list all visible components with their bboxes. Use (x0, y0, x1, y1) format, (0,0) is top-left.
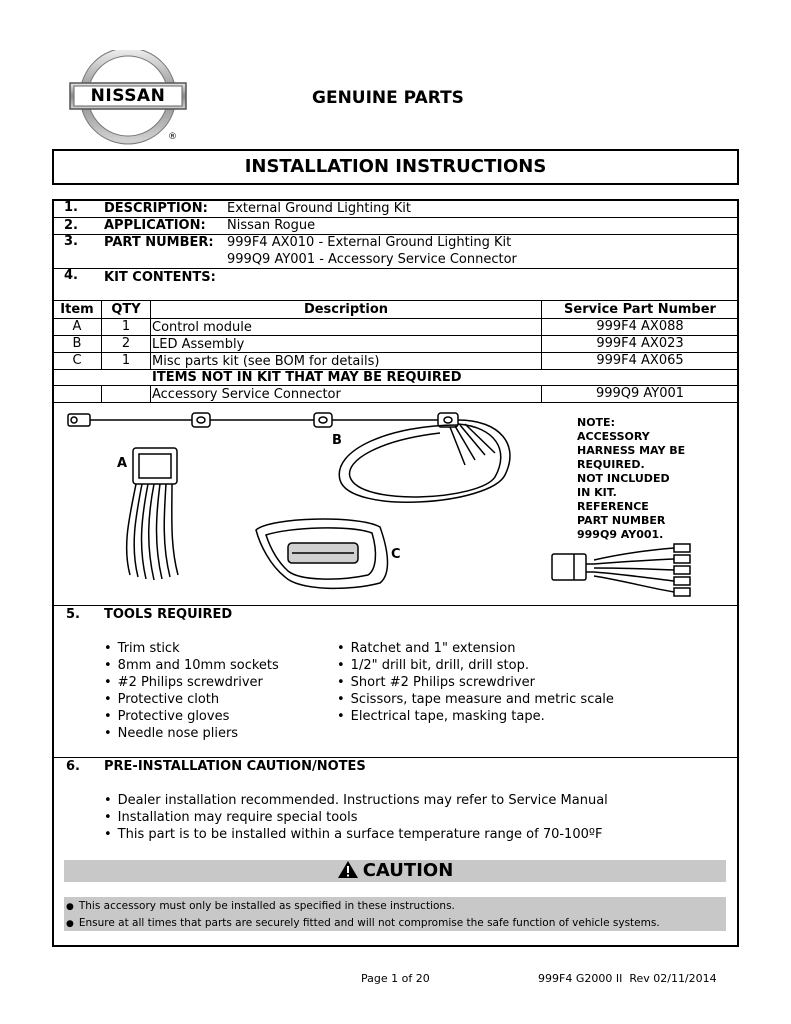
row-a-qty: 1 (121, 319, 131, 334)
col-sep (150, 385, 151, 402)
row-a-part: 999F4 AX088 (596, 319, 684, 334)
note-line: ACCESSORY (577, 430, 650, 443)
list-item: • #2 Philips screwdriver (104, 674, 279, 691)
caution-title: CAUTION (362, 860, 454, 881)
kit-num: 4. (64, 268, 78, 283)
kit-illustration (60, 405, 540, 605)
list-item: • 8mm and 10mm sockets (104, 657, 279, 674)
pn-value-1: 999F4 AX010 - External Ground Lighting Kit (227, 235, 512, 250)
divider (53, 757, 738, 758)
list-item: • This part is to be installed within a surface temperature range of 70-100ºF (104, 826, 608, 843)
doc-reference: 999F4 G2000 II Rev 02/11/2014 (538, 972, 717, 985)
list-item: • Ratchet and 1" extension (337, 640, 614, 657)
row-c-part: 999F4 AX065 (596, 353, 684, 368)
tools-list-left (104, 640, 279, 742)
app-value: Nissan Rogue (227, 218, 316, 233)
list-item: • Protective gloves (104, 708, 279, 725)
desc-label: DESCRIPTION: (104, 201, 208, 216)
note-line: PART NUMBER (577, 514, 666, 527)
th-item: Item (60, 302, 94, 317)
row-b-desc: LED Assembly (152, 337, 245, 352)
th-description: Description (303, 302, 389, 317)
pn-label: PART NUMBER: (104, 235, 214, 250)
col-sep (101, 385, 102, 402)
registered-mark: ® (168, 132, 177, 142)
main-title: INSTALLATION INSTRUCTIONS (244, 156, 547, 177)
main-title-box (52, 149, 739, 185)
caution-banner (64, 860, 726, 882)
app-label: APPLICATION: (104, 218, 206, 233)
brand-wordmark: NISSAN (90, 86, 166, 106)
divider (53, 268, 738, 269)
note-line: REQUIRED. (577, 458, 645, 471)
row-a-desc: Control module (152, 320, 252, 335)
table-top (53, 300, 738, 301)
th-service-part: Service Part Number (564, 302, 716, 317)
row-b-part: 999F4 AX023 (596, 336, 684, 351)
list-item: • Scissors, tape measure and metric scale (337, 691, 614, 708)
list-item: • Trim stick (104, 640, 279, 657)
pre-install-num: 6. (66, 759, 80, 774)
kit-label: KIT CONTENTS: (104, 270, 216, 285)
note-line: 999Q9 AY001. (577, 528, 664, 541)
label-b: B (332, 433, 342, 448)
desc-value: External Ground Lighting Kit (227, 201, 411, 216)
note-line: NOT INCLUDED (577, 472, 670, 485)
note-line: HARNESS MAY BE (577, 444, 686, 457)
tools-num: 5. (66, 607, 80, 622)
desc-num: 1. (64, 200, 78, 215)
row-a-item: A (72, 319, 82, 334)
pre-install-list (104, 792, 608, 843)
list-item: ● Ensure at all times that parts are securely fitted and will not compromise the safe function of vehicle systems. (66, 915, 660, 932)
row-c-desc: Misc parts kit (see BOM for details) (152, 354, 380, 369)
row-b-qty: 2 (121, 336, 131, 351)
row-c-item: C (72, 353, 82, 368)
list-item: ● This accessory must only be installed as specified in these instructions. (66, 898, 660, 915)
caution-list (66, 898, 660, 932)
pre-install-label: PRE-INSTALLATION CAUTION/NOTES (104, 759, 366, 774)
label-c: C (391, 547, 401, 562)
page-number: Page 1 of 20 (361, 972, 430, 985)
tools-label: TOOLS REQUIRED (104, 607, 233, 622)
not-in-kit-desc: Accessory Service Connector (152, 387, 341, 402)
divider (53, 605, 738, 606)
note-line: REFERENCE (577, 500, 649, 513)
list-item: • Installation may require special tools (104, 809, 608, 826)
list-item: • Dealer installation recommended. Instructions may refer to Service Manual (104, 792, 608, 809)
accessory-note (577, 416, 685, 542)
row-b-item: B (72, 336, 82, 351)
list-item: • Electrical tape, masking tape. (337, 708, 614, 725)
list-item: • Protective cloth (104, 691, 279, 708)
label-a: A (117, 456, 128, 471)
pn-num: 3. (64, 234, 78, 249)
pn-value-2: 999Q9 AY001 - Accessory Service Connector (227, 252, 517, 267)
list-item: • Needle nose pliers (104, 725, 279, 742)
warning-icon (337, 860, 359, 879)
not-in-kit-part: 999Q9 AY001 (595, 386, 685, 401)
list-item: • Short #2 Philips screwdriver (337, 674, 614, 691)
not-in-kit-header: ITEMS NOT IN KIT THAT MAY BE REQUIRED (152, 370, 462, 385)
note-line: IN KIT. (577, 486, 617, 499)
row-c-qty: 1 (121, 353, 131, 368)
tools-list-right (337, 640, 614, 725)
note-line: NOTE: (577, 416, 615, 429)
page-title: GENUINE PARTS (312, 88, 464, 108)
accessory-connector-illustration (550, 540, 700, 600)
list-item: • 1/2" drill bit, drill, drill stop. (337, 657, 614, 674)
app-num: 2. (64, 218, 78, 233)
th-qty: QTY (111, 302, 141, 317)
